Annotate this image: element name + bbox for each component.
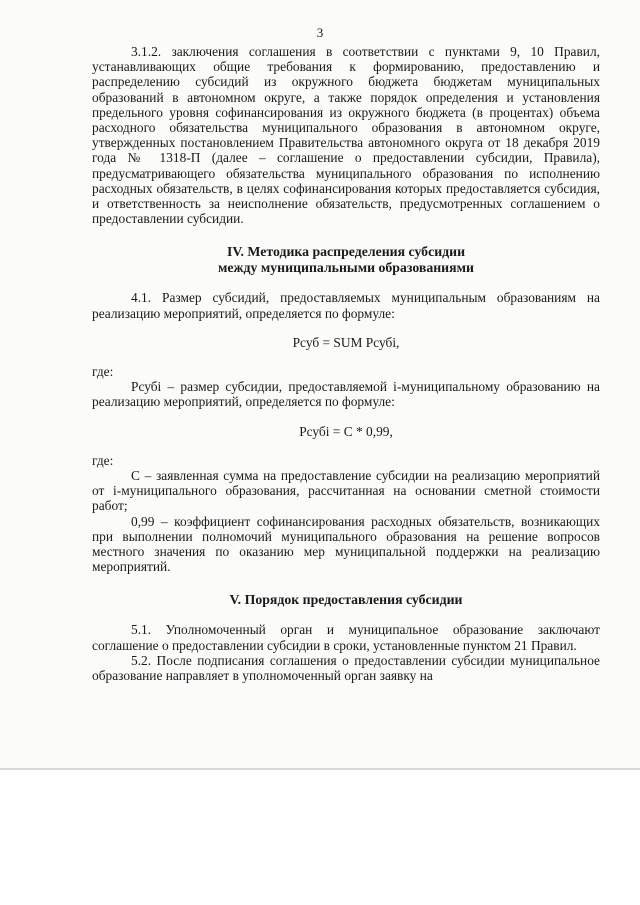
paragraph-5-2: 5.2. После подписания соглашения о предоставлении субсидии муниципальное образование направляет в уполномоченный орган заявку на [92,652,600,684]
section-iv-heading-line1: IV. Методика распределения субсидии [226,244,466,260]
definition-coefficient: 0,99 – коэффициент софинансирования расходных обязательств, возникающих при выполнении полномочий муниципального образования на решение вопросов местного значения по оказанию мер муниципальной поддержки на реализацию мероприятий. [92,513,600,575]
paragraph-3-1-2: 3.1.2. заключения соглашения в соответствии с пунктами 9, 10 Правил, устанавливающих общие требования к формированию, предоставлению и распределению субсидий из окружного бюджета бюджетам муниципальных образований в автономном округе, а также порядок определения и установления предельного уровня софинансирования из окружного бюджета (в процентах) объема расходного обязательства муниципального образования в автономном округе, утвержденных постановлением Правительства автономного округа от 18 декабря 2019 года № 1318-П (далее – соглашение о предоставлении субсидии, Правила), предусматривающего обязательства муниципального образования по исполнению расходных обязательств, в целях софинансирования которых предоставляется субсидия, и ответственность за неисполнение обязательств, предусмотренных соглашением о предоставлении субсидии. [92,44,600,227]
document-body [92,44,600,683]
where-label-1: где: [92,364,114,380]
section-v-heading: V. Порядок предоставления субсидии [229,592,463,608]
paragraph-4-1: 4.1. Размер субсидий, предоставляемых муниципальным образованиям на реализацию мероприятий, определяется по формуле: [92,290,600,321]
definition-psubi: Рсубi – размер субсидии, предоставляемой i-муниципальному образованию на реализацию мероприятий, определяется по формуле: [92,379,600,410]
paragraph-5-1: 5.1. Уполномоченный орган и муниципальное образование заключают соглашение о предоставлении субсидии в сроки, установленные пунктом 21 Правил. [92,622,600,653]
formula-total-subsidy: Рсуб = SUM Рсубi, [292,334,400,350]
definition-c: C – заявленная сумма на предоставление субсидии на реализацию мероприятий от i-муниципального образования, рассчитанная на основании сметной стоимости работ; [92,468,600,514]
page-number: 3 [316,25,324,40]
formula-subsidy-i: Рсубi = C * 0,99, [299,423,393,439]
section-iv-heading-line2: между муниципальными образованиями [218,260,474,276]
where-label-2: где: [92,452,114,468]
